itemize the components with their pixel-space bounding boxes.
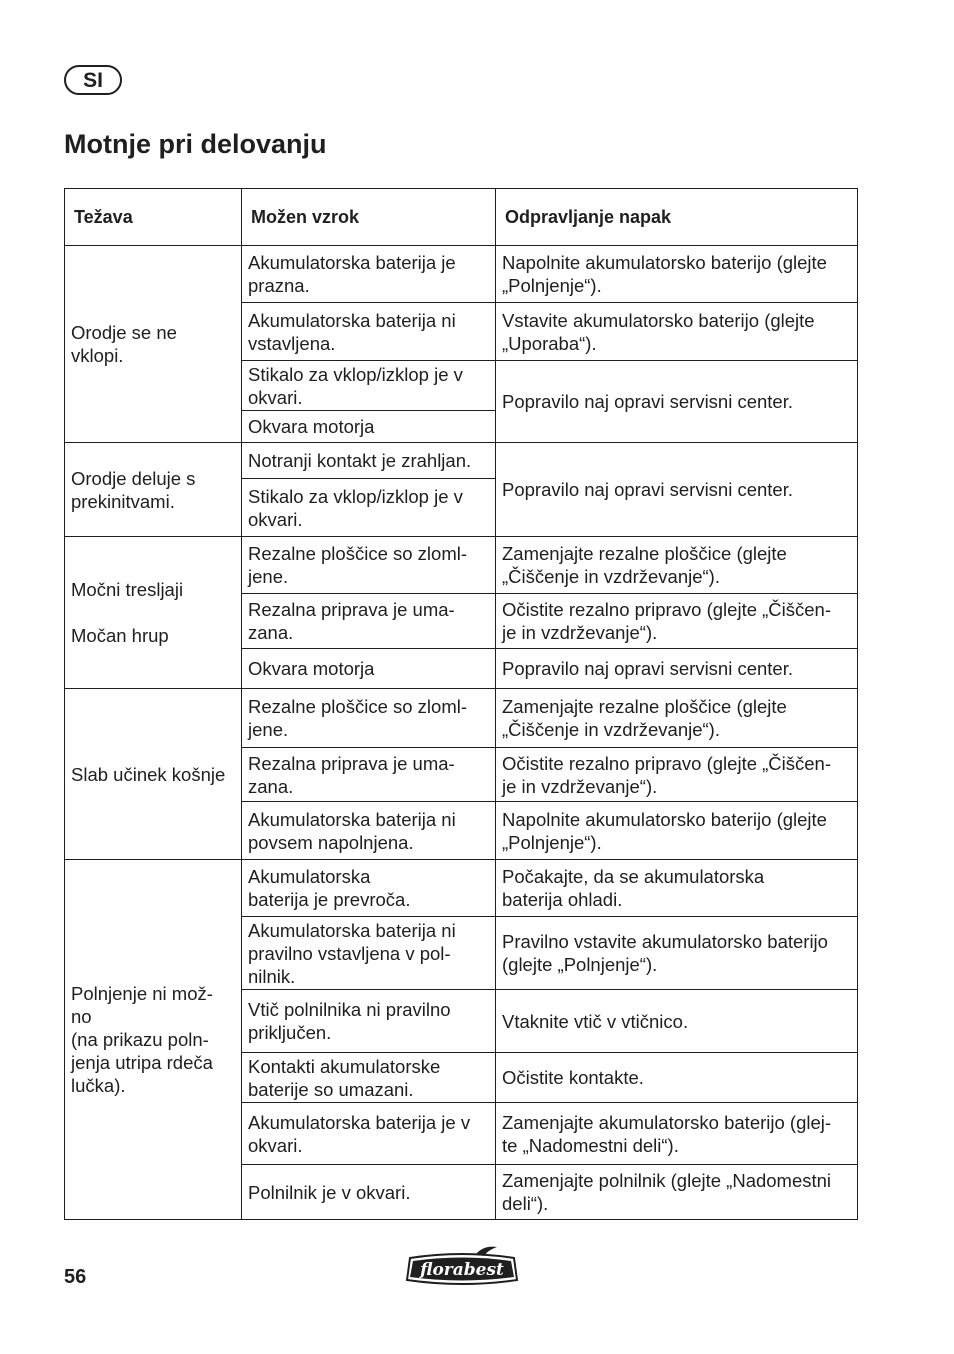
page-number: 56 <box>64 1266 87 1288</box>
remedy-cell: Vtaknite vtič v vtičnico. <box>496 990 858 1053</box>
cause-cell: Rezalne ploščice so zloml- jene. <box>242 537 496 594</box>
cause-cell: Kontakti akumulatorske baterije so umazani. <box>242 1053 496 1103</box>
remedy-cell: Vstavite akumulatorsko baterijo (glejte „Uporaba“). <box>496 303 858 361</box>
cause-cell: Akumulatorska baterija je prevroča. <box>242 860 496 917</box>
table-row <box>65 537 858 594</box>
cause-cell: Rezalna priprava je uma- zana. <box>242 594 496 649</box>
remedy-cell: Očistite rezalno pripravo (glejte „Čiščen- je in vzdrževanje“). <box>496 748 858 802</box>
cause-cell: Notranji kontakt je zrahljan. <box>242 443 496 479</box>
problem-cell: Orodje se ne vklopi. <box>65 246 242 443</box>
remedy-cell: Očistite kontakte. <box>496 1053 858 1103</box>
cause-cell: Akumulatorska baterija ni povsem napolnjena. <box>242 802 496 860</box>
remedy-cell: Zamenjajte rezalne ploščice (glejte „Čiščenje in vzdrževanje“). <box>496 537 858 594</box>
cause-cell: Okvara motorja <box>242 649 496 689</box>
problem-cell: Močni tresljaji Močan hrup <box>65 537 242 689</box>
table-row <box>65 246 858 303</box>
remedy-cell: Napolnite akumulatorsko baterijo (glejte „Polnjenje“). <box>496 802 858 860</box>
cause-cell: Stikalo za vklop/izklop je v okvari. <box>242 361 496 411</box>
table-row <box>65 443 858 479</box>
remedy-cell: Pravilno vstavite akumulatorsko baterijo (glejte „Polnjenje“). <box>496 917 858 990</box>
column-header-remedy: Odpravljanje napak <box>496 189 858 246</box>
table-header-row <box>65 189 858 246</box>
cause-cell: Rezalne ploščice so zloml- jene. <box>242 689 496 748</box>
remedy-cell: Zamenjajte akumulatorsko baterijo (glej- te „Nadomestni deli“). <box>496 1103 858 1165</box>
remedy-cell: Popravilo naj opravi servisni center. <box>496 649 858 689</box>
remedy-cell: Napolnite akumulatorsko baterijo (glejte „Polnjenje“). <box>496 246 858 303</box>
cause-cell: Akumulatorska baterija ni pravilno vstavljena v pol- nilnik. <box>242 917 496 990</box>
remedy-cell: Očistite rezalno pripravo (glejte „Čiščen- je in vzdrževanje“). <box>496 594 858 649</box>
remedy-cell: Popravilo naj opravi servisni center. <box>496 361 858 443</box>
problem-cell: Orodje deluje s prekinitvami. <box>65 443 242 537</box>
logo-text: florabest <box>420 1260 504 1280</box>
remedy-cell: Zamenjajte polnilnik (glejte „Nadomestni deli“). <box>496 1165 858 1220</box>
cause-cell: Okvara motorja <box>242 411 496 443</box>
cause-cell: Rezalna priprava je uma- zana. <box>242 748 496 802</box>
column-header-problem: Težava <box>65 189 242 246</box>
troubleshooting-table <box>64 188 858 1220</box>
cause-cell: Stikalo za vklop/izklop je v okvari. <box>242 479 496 537</box>
problem-cell: Slab učinek košnje <box>65 689 242 860</box>
remedy-cell: Popravilo naj opravi servisni center. <box>496 443 858 537</box>
table-row <box>65 860 858 917</box>
remedy-cell: Počakajte, da se akumulatorska baterija ohladi. <box>496 860 858 917</box>
cause-cell: Akumulatorska baterija je v okvari. <box>242 1103 496 1165</box>
page-title: Motnje pri delovanju <box>64 129 327 159</box>
language-badge: SI <box>64 65 122 95</box>
cause-cell: Polnilnik je v okvari. <box>242 1165 496 1220</box>
cause-cell: Vtič polnilnika ni pravilno priključen. <box>242 990 496 1053</box>
problem-cell: Polnjenje ni mož- no (na prikazu poln- jenja utripa rdeča lučka). <box>65 860 242 1220</box>
column-header-cause: Možen vzrok <box>242 189 496 246</box>
florabest-logo <box>404 1244 520 1290</box>
cause-cell: Akumulatorska baterija je prazna. <box>242 246 496 303</box>
table-row <box>65 689 858 748</box>
remedy-cell: Zamenjajte rezalne ploščice (glejte „Čiščenje in vzdrževanje“). <box>496 689 858 748</box>
cause-cell: Akumulatorska baterija ni vstavljena. <box>242 303 496 361</box>
